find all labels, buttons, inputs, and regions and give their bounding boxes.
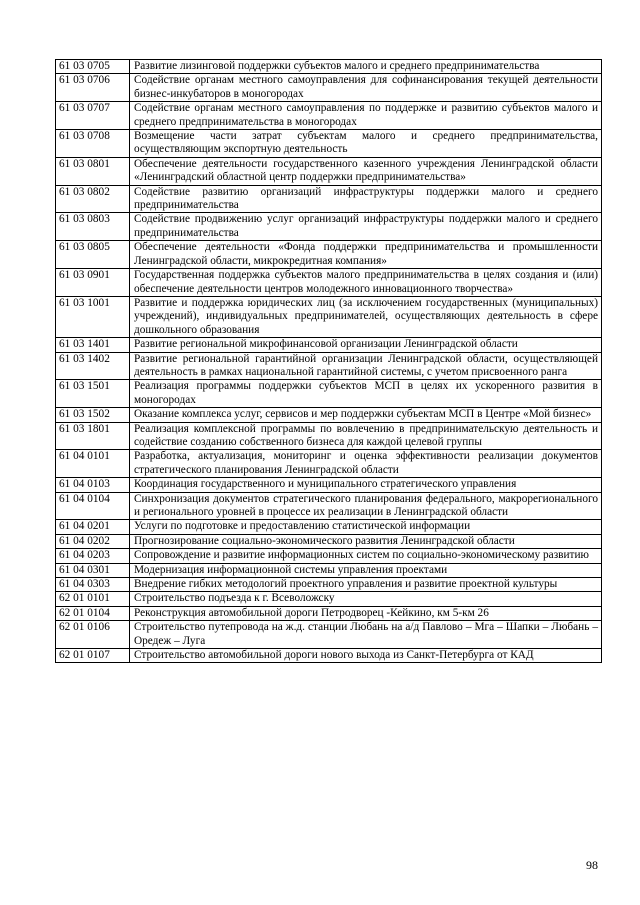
row-description: Развитие региональной микрофинансовой организации Ленинградской области xyxy=(130,338,602,352)
table-row xyxy=(56,269,602,297)
table-row xyxy=(56,492,602,520)
row-description: Развитие и поддержка юридических лиц (за исключением государственных (муниципальных) учреждений), индивидуальных предпринимателей, осуществляющих деятельность в сфере дошкольного образования xyxy=(130,296,602,337)
table-body xyxy=(56,60,602,663)
table-row xyxy=(56,621,602,649)
row-description: Строительство подъезда к г. Всеволожску xyxy=(130,592,602,606)
row-description: Содействие органам местного самоуправления по поддержке и развитию субъектов малого и среднего предпринимательства в моногородах xyxy=(130,102,602,130)
row-code: 61 04 0202 xyxy=(56,534,130,548)
row-description: Содействие органам местного самоуправления для софинансирования текущей деятельности бизнес-инкубаторов в моногородах xyxy=(130,74,602,102)
row-description: Содействие продвижению услуг организаций инфраструктуры поддержки малого и среднего предпринимательства xyxy=(130,213,602,241)
table-row xyxy=(56,606,602,620)
row-code: 61 04 0203 xyxy=(56,549,130,563)
row-description: Обеспечение деятельности государственного казенного учреждения Ленинградской области «Ленинградский областной центр поддержки предпринимательства» xyxy=(130,157,602,185)
row-description: Прогнозирование социально-экономического развития Ленинградской области xyxy=(130,534,602,548)
table-row xyxy=(56,157,602,185)
row-description: Реализация программы поддержки субъектов МСП в целях их ускоренного развития в моногородах xyxy=(130,380,602,408)
row-description: Координация государственного и муниципального стратегического управления xyxy=(130,478,602,492)
row-description: Реализация комплексной программы по вовлечению в предпринимательскую деятельность и содействие созданию собственного бизнеса для каждой целевой группы xyxy=(130,422,602,450)
row-code: 62 01 0104 xyxy=(56,606,130,620)
row-description: Содействие развитию организаций инфраструктуры поддержки малого и среднего предпринимательства xyxy=(130,185,602,213)
row-description: Внедрение гибких методологий проектного управления и развитие проектной культуры xyxy=(130,578,602,592)
table-row xyxy=(56,578,602,592)
row-code: 61 03 1401 xyxy=(56,338,130,352)
row-code: 61 03 0803 xyxy=(56,213,130,241)
table-row xyxy=(56,102,602,130)
row-description: Услуги по подготовке и предоставлению статистической информации xyxy=(130,520,602,534)
row-code: 61 03 0805 xyxy=(56,241,130,269)
row-description: Возмещение части затрат субъектам малого и среднего предпринимательства, осуществляющим экспортную деятельность xyxy=(130,130,602,158)
table-row xyxy=(56,534,602,548)
page-number: 98 xyxy=(586,858,598,872)
row-code: 61 03 0707 xyxy=(56,102,130,130)
row-code: 61 03 0801 xyxy=(56,157,130,185)
row-description: Оказание комплекса услуг, сервисов и мер поддержки субъектам МСП в Центре «Мой бизнес» xyxy=(130,408,602,422)
row-code: 61 03 0802 xyxy=(56,185,130,213)
table-row xyxy=(56,549,602,563)
table-row xyxy=(56,352,602,380)
row-description: Развитие региональной гарантийной организации Ленинградской области, осуществляющей деятельность в рамках национальной гарантийной системы, с учетом присвоенного ранга xyxy=(130,352,602,380)
row-code: 61 03 0705 xyxy=(56,60,130,74)
table-row xyxy=(56,60,602,74)
row-code: 61 03 1801 xyxy=(56,422,130,450)
table-row xyxy=(56,74,602,102)
row-description: Развитие лизинговой поддержки субъектов малого и среднего предпринимательства xyxy=(130,60,602,74)
row-description: Государственная поддержка субъектов малого предпринимательства в целях создания и (или) обеспечение деятельности центров молодежного инновационного творчества» xyxy=(130,269,602,297)
row-description: Разработка, актуализация, мониторинг и оценка эффективности реализации документов стратегического планирования Ленинградской области xyxy=(130,450,602,478)
budget-codes-table xyxy=(55,59,602,663)
row-description: Синхронизация документов стратегического планирования федерального, макрорегионального и регионального уровней в процессе их реализации в Ленинградской области xyxy=(130,492,602,520)
table-row xyxy=(56,649,602,663)
row-description: Модернизация информационной системы управления проектами xyxy=(130,563,602,577)
row-code: 61 03 0708 xyxy=(56,130,130,158)
table-row xyxy=(56,422,602,450)
row-description: Строительство автомобильной дороги нового выхода из Санкт-Петербурга от КАД xyxy=(130,649,602,663)
row-code: 61 03 1501 xyxy=(56,380,130,408)
row-code: 61 04 0101 xyxy=(56,450,130,478)
row-description: Строительство путепровода на ж.д. станции Любань на а/д Павлово – Мга – Шапки – Любань – Оредеж – Луга xyxy=(130,621,602,649)
row-code: 61 03 1502 xyxy=(56,408,130,422)
table-row xyxy=(56,408,602,422)
row-description: Обеспечение деятельности «Фонда поддержки предпринимательства и промышленности Ленинградской области, микрокредитная компания» xyxy=(130,241,602,269)
table-row xyxy=(56,380,602,408)
document-page xyxy=(55,59,601,663)
row-code: 61 03 0706 xyxy=(56,74,130,102)
row-code: 62 01 0107 xyxy=(56,649,130,663)
row-code: 61 04 0103 xyxy=(56,478,130,492)
table-row xyxy=(56,241,602,269)
row-code: 61 03 1402 xyxy=(56,352,130,380)
row-code: 61 04 0301 xyxy=(56,563,130,577)
table-row xyxy=(56,130,602,158)
row-description: Сопровождение и развитие информационных систем по социально-экономическому развитию xyxy=(130,549,602,563)
table-row xyxy=(56,296,602,337)
table-row xyxy=(56,520,602,534)
table-row xyxy=(56,450,602,478)
row-code: 62 01 0106 xyxy=(56,621,130,649)
row-code: 61 04 0104 xyxy=(56,492,130,520)
table-row xyxy=(56,185,602,213)
row-description: Реконструкция автомобильной дороги Петродворец -Кейкино, км 5-км 26 xyxy=(130,606,602,620)
table-row xyxy=(56,478,602,492)
row-code: 61 03 1001 xyxy=(56,296,130,337)
table-row xyxy=(56,592,602,606)
table-row xyxy=(56,563,602,577)
row-code: 61 04 0201 xyxy=(56,520,130,534)
row-code: 62 01 0101 xyxy=(56,592,130,606)
table-row xyxy=(56,338,602,352)
table-row xyxy=(56,213,602,241)
row-code: 61 04 0303 xyxy=(56,578,130,592)
row-code: 61 03 0901 xyxy=(56,269,130,297)
